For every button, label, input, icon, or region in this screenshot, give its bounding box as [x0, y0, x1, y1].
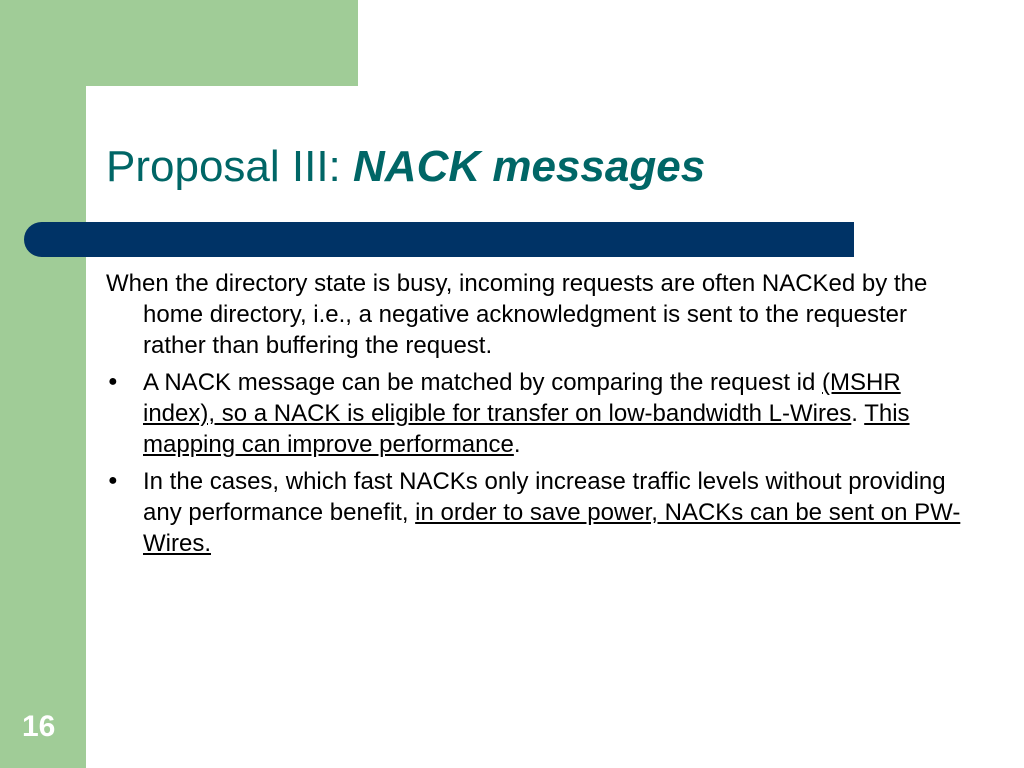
slide-number: 16: [22, 710, 56, 743]
bullet-item-2: [106, 466, 966, 559]
bullet-item-1: [106, 367, 966, 460]
title-emphasis: NACK messages: [353, 142, 706, 191]
bullet-2-text: In the cases, which fast NACKs only increase traffic levels without providing any performance benefit,: [143, 468, 946, 526]
bullet-1-underlined-a: (MSHR index), so a NACK is eligible for transfer on low-bandwidth L-Wires: [143, 369, 901, 427]
bullet-1-end: .: [513, 431, 521, 458]
bullet-1-text: A NACK message can be matched by comparing the request id: [143, 369, 823, 396]
bullet-2-underlined-a: in order to save power, NACKs can be sent on PW-Wires.: [143, 499, 961, 557]
bullet-1-underlined-b: This mapping can improve performance: [143, 400, 910, 458]
slide-title: [106, 142, 705, 193]
slide-body: [106, 268, 966, 565]
title-plain: Proposal III:: [106, 142, 354, 191]
left-green-band: [0, 0, 86, 768]
title-divider-bar: [24, 222, 854, 257]
bullet-icon: ●: [108, 373, 118, 390]
intro-paragraph: When the directory state is busy, incoming requests are often NACKed by the home directory, i.e., a negative acknowledgment is sent to the requester rather than buffering the request.: [106, 270, 928, 359]
top-green-band: [0, 0, 358, 86]
bullet-1-separator: .: [851, 400, 865, 427]
bullet-icon: ●: [108, 472, 118, 489]
